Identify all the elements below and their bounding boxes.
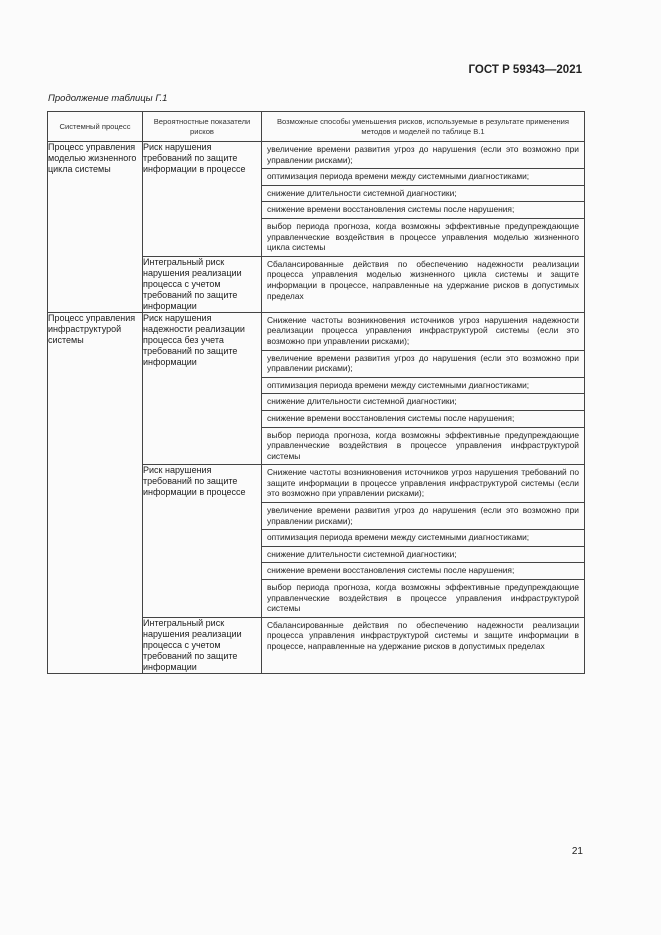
- column-header-indicators: Вероятностные показатели рисков: [143, 112, 262, 142]
- measure-item: увеличение времени развития угроз до нарушения (если это возможно при управлении рисками);: [262, 351, 584, 378]
- indicator-cell: Интегральный риск нарушения реализации процесса с учетом требований по защите информации: [143, 617, 262, 673]
- measure-item: снижение длительности системной диагностики;: [262, 186, 584, 203]
- measures-cell: [262, 312, 585, 465]
- measure-item: Снижение частоты возникновения источников угроз нарушения требований по защите информации в процессе управления инфраструктурой системы (если это возможно при управлении рисками);: [262, 465, 584, 503]
- measure-item: выбор периода прогноза, когда возможны эффективные предупреждающие управленческие воздействия в процессе управления моделью жизненного цикла системы: [267, 220, 579, 253]
- measures-cell: [262, 617, 585, 673]
- measure-item: Снижение частоты возникновения источников угроз нарушения надежности реализации процесса управления инфраструктурой системы (если это возможно при управлении рисками);: [262, 313, 584, 351]
- indicator-cell: Интегральный риск нарушения реализации процесса с учетом требований по защите информации: [143, 256, 262, 312]
- measure-item: оптимизация периода времени между системными диагностиками;: [262, 378, 584, 395]
- measure-item: выбор периода прогноза, когда возможны эффективные предупреждающие управленческие воздействия в процессе управления инфраструктурой системы: [267, 582, 579, 614]
- risk-table: [47, 111, 585, 674]
- measure-item: увеличение времени развития угроз до нарушения (если это возможно при управлении рисками);: [262, 142, 584, 169]
- measure-item: снижение времени восстановления системы после нарушения;: [262, 202, 584, 219]
- measure-item: снижение времени восстановления системы после нарушения;: [262, 563, 584, 580]
- table-row: [48, 312, 585, 465]
- measures-cell: [262, 465, 585, 618]
- process-cell: Процесс управления инфраструктурой системы: [48, 312, 143, 673]
- table-row: [48, 142, 585, 257]
- measure-item: снижение длительности системной диагностики;: [262, 394, 584, 411]
- indicator-cell: Риск нарушения требований по защите информации в процессе: [143, 465, 262, 618]
- measures-cell: [262, 256, 585, 312]
- page-number: 21: [571, 846, 583, 857]
- measure-item: Сбалансированные действия по обеспечению надежности реализации процесса управления инфраструктурой системы и защите информации в процессе, направленные на удержание рисков в допустимых пределах: [267, 619, 579, 651]
- measure-item: выбор периода прогноза, когда возможны эффективные предупреждающие управленческие воздействия в процессе управления инфраструктурой системы: [267, 429, 579, 461]
- column-header-process: Системный процесс: [48, 112, 143, 142]
- document-code: ГОСТ Р 59343—2021: [468, 64, 582, 76]
- indicator-cell: Риск нарушения требований по защите информации в процессе: [143, 142, 262, 257]
- measure-item: Сбалансированные действия по обеспечению надежности реализации процесса управления моделью жизненного цикла системы и защите информации в процессе, направленные на удержание рисков в допустимых пределах: [267, 258, 579, 301]
- indicator-cell: Риск нарушения надежности реализации процесса без учета требований по защите информации: [143, 312, 262, 465]
- measure-item: увеличение времени развития угроз до нарушения (если это возможно при управлении рисками);: [262, 503, 584, 530]
- process-cell: Процесс управления моделью жизненного цикла системы: [48, 142, 143, 313]
- measure-item: снижение времени восстановления системы после нарушения;: [262, 411, 584, 428]
- measure-item: снижение длительности системной диагностики;: [262, 547, 584, 564]
- measure-item: оптимизация периода времени между системными диагностиками;: [262, 169, 584, 186]
- measures-cell: [262, 142, 585, 257]
- column-header-measures: Возможные способы уменьшения рисков, используемые в результате применения методов и моделей по таблице В.1: [262, 112, 585, 142]
- table-header-row: [48, 112, 585, 142]
- measure-item: оптимизация периода времени между системными диагностиками;: [262, 530, 584, 547]
- table-caption: Продолжение таблицы Г.1: [48, 93, 168, 104]
